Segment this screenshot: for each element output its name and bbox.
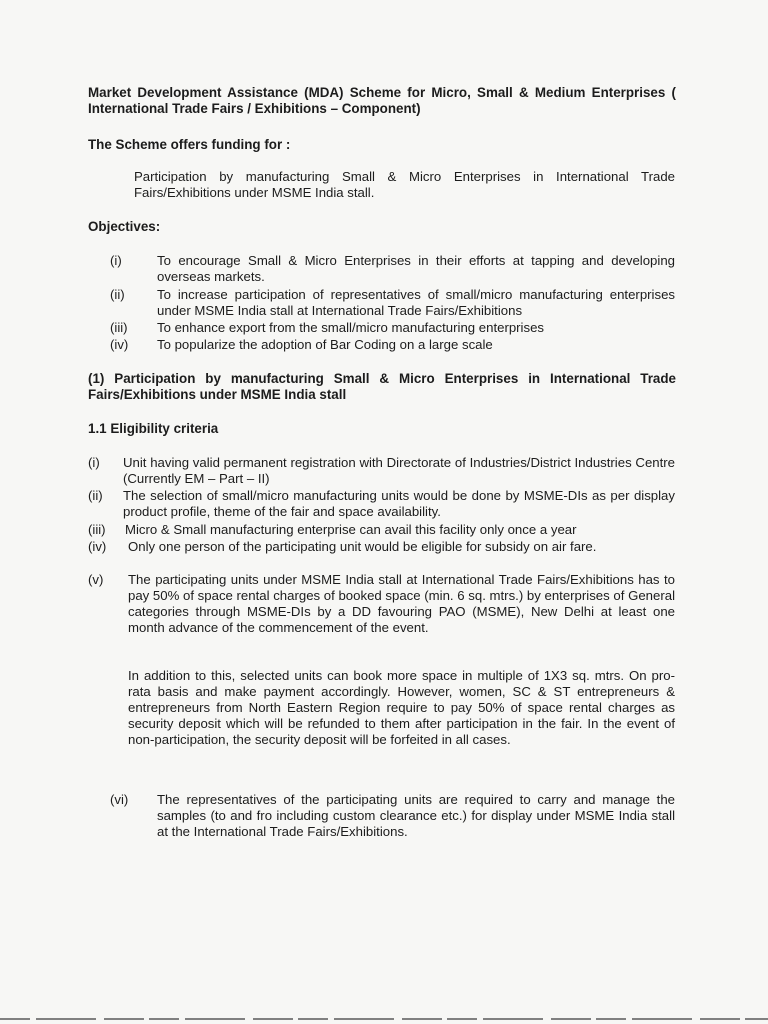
criteria-number: (iii) [88,522,106,537]
objectives-heading: Objectives: [88,219,161,234]
funding-heading: The Scheme offers funding for : [88,137,291,152]
criteria-text: Unit having valid permanent registration with Directorate of Industries/District Industries Centre (Currently EM – Part – II) [123,455,675,486]
objective-number: (iii) [110,320,128,335]
objective-number: (iv) [110,337,129,352]
criteria-number: (ii) [88,488,103,503]
criteria-number: (iv) [88,539,107,554]
criteria-text: Micro & Small manufacturing enterprise can avail this facility only once a year [125,522,577,537]
criteria-v-paragraph: In addition to this, selected units can book more space in multiple of 1X3 sq. mtrs. On pro-rata basis and make payment accordingly. However, women, SC & ST entrepreneurs & entrepreneurs from North Eastern Region require to pay 50% of space rental charges as security deposit which will be refunded to them after participation in the fair. In the event of non-participation, the security deposit will be forfeited in all cases. [128,668,675,747]
criteria-number: (v) [88,572,104,587]
objective-number: (ii) [110,287,125,302]
page-bottom-rule [0,1018,768,1020]
objective-text: To encourage Small & Micro Enterprises in their efforts at tapping and developing overseas markets. [157,253,675,284]
objective-text: To popularize the adoption of Bar Coding on a large scale [157,337,493,352]
criteria-text: The representatives of the participating units are required to carry and manage the samples (to and fro including custom clearance etc.) for display under MSME India stall at the International Trade Fairs/Exhibitions. [157,792,675,839]
criteria-text: Only one person of the participating unit would be eligible for subsidy on air fare. [128,539,597,554]
funding-text: Participation by manufacturing Small & Micro Enterprises in International Trade Fairs/Exhibitions under MSME India stall. [134,169,675,200]
document-title: Market Development Assistance (MDA) Scheme for Micro, Small & Medium Enterprises ( International Trade Fairs / Exhibitions – Component) [88,85,676,116]
objective-text: To enhance export from the small/micro manufacturing enterprises [157,320,545,335]
criteria-text: The selection of small/micro manufacturing units would be done by MSME-DIs as per display product profile, theme of the fair and space availability. [123,488,675,519]
criteria-number: (vi) [110,792,129,807]
objective-number: (i) [110,253,122,268]
criteria-number: (i) [88,455,100,470]
section-1-heading: (1) Participation by manufacturing Small & Micro Enterprises in International Trade Fairs/Exhibitions under MSME India stall [88,371,676,402]
objective-text: To increase participation of representatives of small/micro manufacturing enterprises under MSME India stall at International Trade Fairs/Exhibitions [157,287,675,318]
section-1-1-heading: 1.1 Eligibility criteria [88,421,219,436]
criteria-text: The participating units under MSME India stall at International Trade Fairs/Exhibitions has to pay 50% of space rental charges of booked space (min. 6 sq. mtrs.) by enterprises of General categories through MSME-DIs by a DD favouring PAO (MSME), New Delhi at least one month advance of the commencement of the event. [128,572,675,635]
